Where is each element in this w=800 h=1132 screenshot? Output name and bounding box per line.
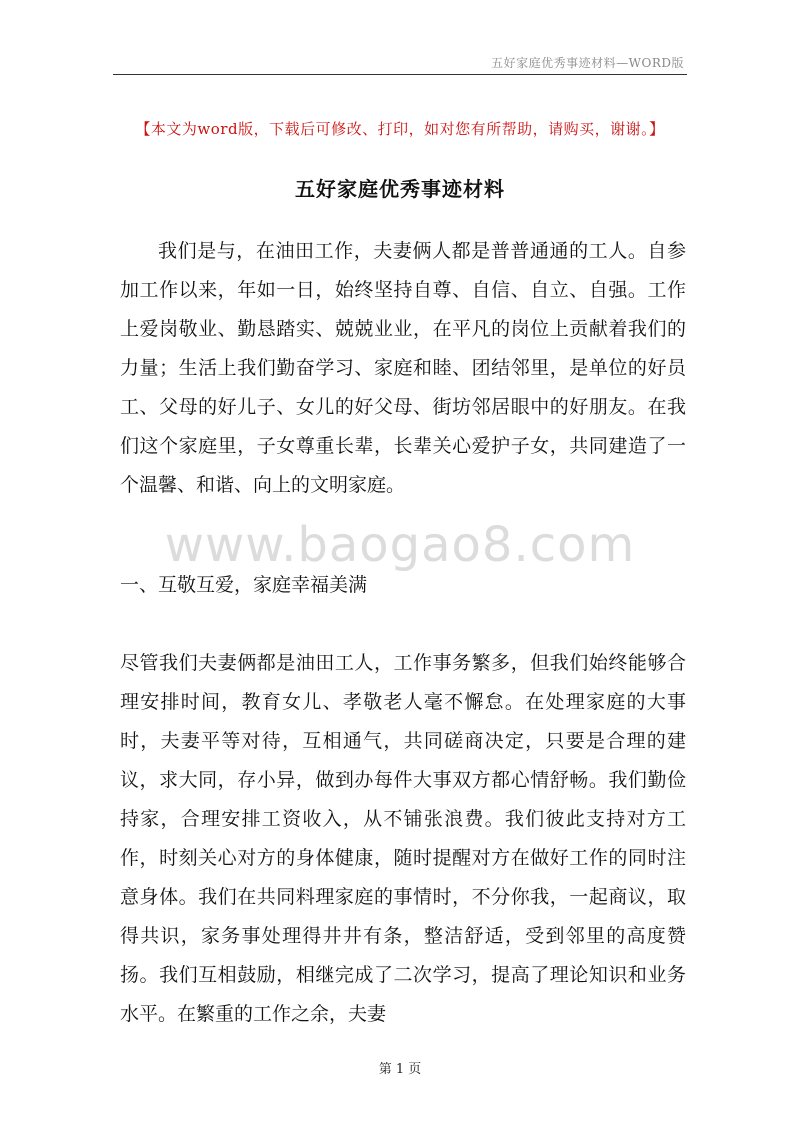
- download-notice: 【本文为word版，下载后可修改、打印，如对您有所帮助，请购买，谢谢。】: [135, 120, 665, 138]
- section-paragraph: 尽管我们夫妻俩都是油田工人，工作事务繁多，但我们始终能够合理安排时间，教育女儿、孝敬老人毫不懈怠。在处理家庭的大事时，夫妻平等对待，互相通气，共同磋商决定，只要是合理的建议，求大同，存小异，做到办每件大事双方都心情舒畅。我们勤俭持家，合理安排工资收入，从不铺张浪费。我们彼此支持对方工作，时刻关心对方的身体健康，随时提醒对方在做好工作的同时注意身体。我们在共同料理家庭的事情时，不分你我，一起商议，取得共识，家务事处理得井井有条，整洁舒适，受到邻里的高度赞扬。我们互相鼓励，相继完成了二次学习，提高了理论知识和业务水平。在繁重的工作之余，夫妻: [120, 652, 686, 1025]
- header-divider: [113, 74, 687, 75]
- page-number: 第 1 页: [378, 1062, 422, 1077]
- intro-paragraph: 我们是与，在油田工作，夫妻俩人都是普普通通的工人。自参加工作以来，年如一日，始终坚持自尊、自信、自立、自强。工作上爱岗敬业、勤恳踏实、兢兢业业，在平凡的岗位上贡献着我们的力量；生活上我们勤奋学习、家庭和睦、团结邻里，是单位的好员工、父母的好儿子、女儿的好父母、街坊邻居眼中的好朋友。在我们这个家庭里，子女尊重长辈，长辈关心爱护子女，共同建造了一个温馨、和谐、向上的文明家庭。: [120, 240, 686, 496]
- document-title: 五好家庭优秀事迹材料: [295, 177, 505, 201]
- section-heading: 一、互敬互爱，家庭幸福美满: [120, 574, 368, 596]
- watermark: www.baogao8.com: [164, 517, 636, 573]
- running-header: 五好家庭优秀事迹材料—WORD版: [491, 56, 684, 70]
